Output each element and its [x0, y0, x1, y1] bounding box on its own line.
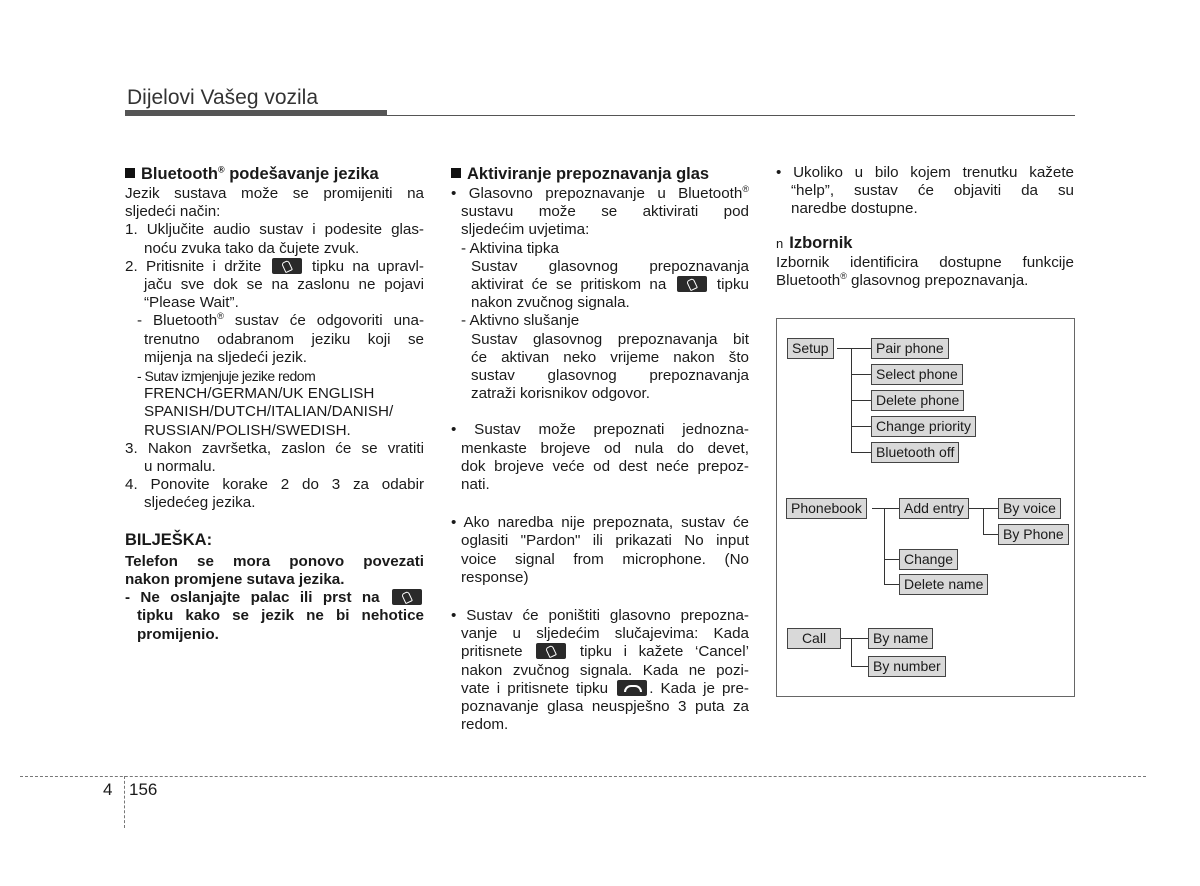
section-heading-activation: Aktiviranje prepoznavanja glas — [451, 164, 749, 184]
section-heading-menu: n Izbornik — [776, 233, 853, 252]
paragraph-line: nakon zvučnog signala. Kada ne pozi- — [461, 661, 749, 679]
paragraph-line: Sustav glasovnog prepoznavanja — [471, 257, 749, 275]
paragraph-line: će aktivan neko vrijeme nakon što — [471, 348, 749, 366]
paragraph-line: nakon zvučnog signala. — [471, 294, 630, 312]
step-line: 2. Pritisnite i držite tipku na upravl- — [125, 257, 424, 275]
connector-line — [969, 508, 999, 509]
note-line: - Ne oslanjajte palac ili prst na — [125, 589, 424, 607]
menu-node-select-phone: Select phone — [871, 364, 963, 385]
menu-node-call: Call — [787, 628, 841, 649]
paragraph-line: nati. — [461, 476, 490, 494]
paragraph-line: sustav glasovnog prepoznavanja — [471, 367, 749, 385]
note-line: nakon promjene sutava jezika. — [125, 571, 345, 589]
paragraph-line: oglasiti "Pardon" ili prikazati No input — [461, 532, 749, 550]
footer-vertical-divider — [124, 776, 125, 828]
column-language — [125, 164, 424, 644]
menu-node-by-name: By name — [868, 628, 933, 649]
note-line: promijenio. — [137, 625, 219, 643]
note-line: tipku kako se jezik ne bi nehotice — [137, 607, 424, 625]
menu-node-pair-phone: Pair phone — [871, 338, 949, 359]
note-line: Telefon se mora ponovo povezati — [125, 552, 424, 570]
step-line: noću zvuka tako da čujete zvuk. — [144, 239, 360, 257]
paragraph-line: sustavu može se aktivirati pod — [461, 203, 749, 221]
paragraph-line: vanje u sljedećim slučajevima: Kada — [461, 625, 749, 643]
language-list-line: RUSSIAN/POLISH/SWEDISH. — [144, 421, 351, 439]
menu-tree-diagram — [776, 318, 1075, 697]
header-bar — [125, 110, 387, 116]
connector-line — [851, 426, 871, 427]
step-line: u normalu. — [144, 458, 216, 476]
voice-button-icon — [536, 643, 566, 659]
connector-line — [872, 508, 900, 509]
paragraph-line: Sustav glasovnog prepoznavanja bit — [471, 330, 749, 348]
sub-bullet-line: - Sutav izmjenjuje jezike redom — [137, 368, 316, 385]
sub-bullet-line: mijenja na sljedeći jezik. — [144, 348, 307, 366]
menu-node-change-priority: Change priority — [871, 416, 976, 437]
square-bullet-icon — [125, 168, 135, 178]
paragraph-line: response) — [461, 568, 529, 586]
menu-node-by-number: By number — [868, 656, 946, 677]
connector-line — [851, 374, 871, 375]
menu-node-add-entry: Add entry — [899, 498, 969, 519]
sub-bullet-line: trenutno odabranom jeziku koji se — [144, 330, 424, 348]
paragraph-line: pritisnete tipku i kažete ‘Cancel’ — [461, 643, 749, 661]
paragraph-line: • Ako naredba nije prepoznata, sustav će — [451, 514, 749, 532]
paragraph-line: • Sustav će poništiti glasovno prepozna- — [451, 607, 749, 625]
step-line: 1. Uključite audio sustav i podesite glas- — [125, 221, 424, 239]
paragraph-line: Izbornik identificira dostupne funkcije — [776, 253, 1074, 271]
square-bullet-icon — [451, 168, 461, 178]
header-rule — [387, 115, 1075, 116]
menu-node-phonebook: Phonebook — [786, 498, 867, 519]
paragraph-line: sljedećim uvjetima: — [461, 221, 590, 239]
step-line: sljedećeg jezika. — [144, 494, 256, 512]
voice-button-icon — [677, 276, 707, 292]
connector-line — [837, 348, 871, 349]
column-activation — [451, 164, 749, 734]
sub-bullet-line: - Bluetooth® sustav će odgovoriti una- — [137, 311, 424, 330]
paragraph-line: Bluetooth® glasovnog prepoznavanja. — [776, 270, 1029, 289]
column-menu — [776, 164, 1074, 290]
voice-button-icon — [392, 589, 422, 605]
menu-node-setup: Setup — [787, 338, 834, 359]
menu-node-delete-name: Delete name — [899, 574, 988, 595]
connector-line — [837, 638, 869, 639]
connector-line — [851, 400, 871, 401]
step-line: “Please Wait”. — [144, 294, 239, 312]
paragraph-line: dok brojeve veće od dest neće prepoz- — [461, 457, 749, 475]
sub-bullet-line: - Aktivno slušanje — [461, 312, 580, 330]
note-title: BILJEŠKA: — [125, 530, 213, 549]
connector-line — [884, 508, 885, 584]
connector-line — [983, 508, 984, 534]
paragraph-line: • Ukoliko u bilo kojem trenutku kažete — [776, 164, 1074, 181]
page-header-title: Dijelovi Vašeg vozila — [127, 86, 319, 109]
connector-line — [884, 584, 900, 585]
menu-node-by-voice: By voice — [998, 498, 1061, 519]
chapter-number: 4 — [103, 780, 113, 799]
page-number: 156 — [129, 780, 158, 799]
paragraph-line: voice signal from microphone. (No — [461, 550, 749, 568]
menu-node-by-phone: By Phone — [998, 524, 1069, 545]
menu-node-bluetooth-off: Bluetooth off — [871, 442, 959, 463]
menu-node-change: Change — [899, 549, 958, 570]
step-line: 4. Ponovite korake 2 do 3 za odabir — [125, 476, 424, 494]
footer-divider — [20, 776, 1146, 777]
n-bullet-icon: n — [776, 235, 784, 251]
end-call-icon — [617, 680, 647, 696]
paragraph-line: poznavanje glasa neuspješno 3 puta za — [461, 698, 749, 716]
connector-line — [983, 534, 999, 535]
connector-line — [884, 559, 900, 560]
paragraph-line: redom. — [461, 716, 509, 734]
sub-bullet-line: - Aktivina tipka — [461, 239, 559, 257]
paragraph-line: zatraži korisnikov odgovor. — [471, 385, 650, 403]
step-line: 3. Nakon završetka, zaslon će se vratiti — [125, 439, 424, 457]
connector-line — [851, 666, 869, 667]
paragraph-line: sljedeći način: — [125, 203, 221, 221]
connector-line — [851, 638, 852, 666]
paragraph-line: menkaste brojeve od nula do devet, — [461, 439, 749, 457]
step-line: jaču sve dok se na zaslonu ne pojavi — [144, 276, 424, 294]
paragraph-line: vate i pritisnete tipku . Kada je pre- — [461, 679, 749, 697]
voice-button-icon — [272, 258, 302, 274]
section-heading-language: Bluetooth® podešavanje jezika — [125, 164, 424, 184]
paragraph-line: • Glasovno prepoznavanje u Bluetooth® — [451, 183, 749, 202]
paragraph-line: • Sustav može prepoznati jednozna- — [451, 421, 749, 439]
menu-node-delete-phone: Delete phone — [871, 390, 964, 411]
language-list-line: SPANISH/DUTCH/ITALIAN/DANISH/ — [144, 403, 394, 421]
paragraph-line: naredbe dostupne. — [791, 200, 918, 218]
connector-line — [851, 452, 871, 453]
paragraph-line: Jezik sustava može se promijeniti na — [125, 185, 424, 202]
paragraph-line: “help”, sustav će objaviti da su — [791, 182, 1074, 200]
paragraph-line: aktivirat će se pritiskom na tipku — [471, 276, 749, 294]
language-list-line: FRENCH/GERMAN/UK ENGLISH — [144, 385, 375, 403]
